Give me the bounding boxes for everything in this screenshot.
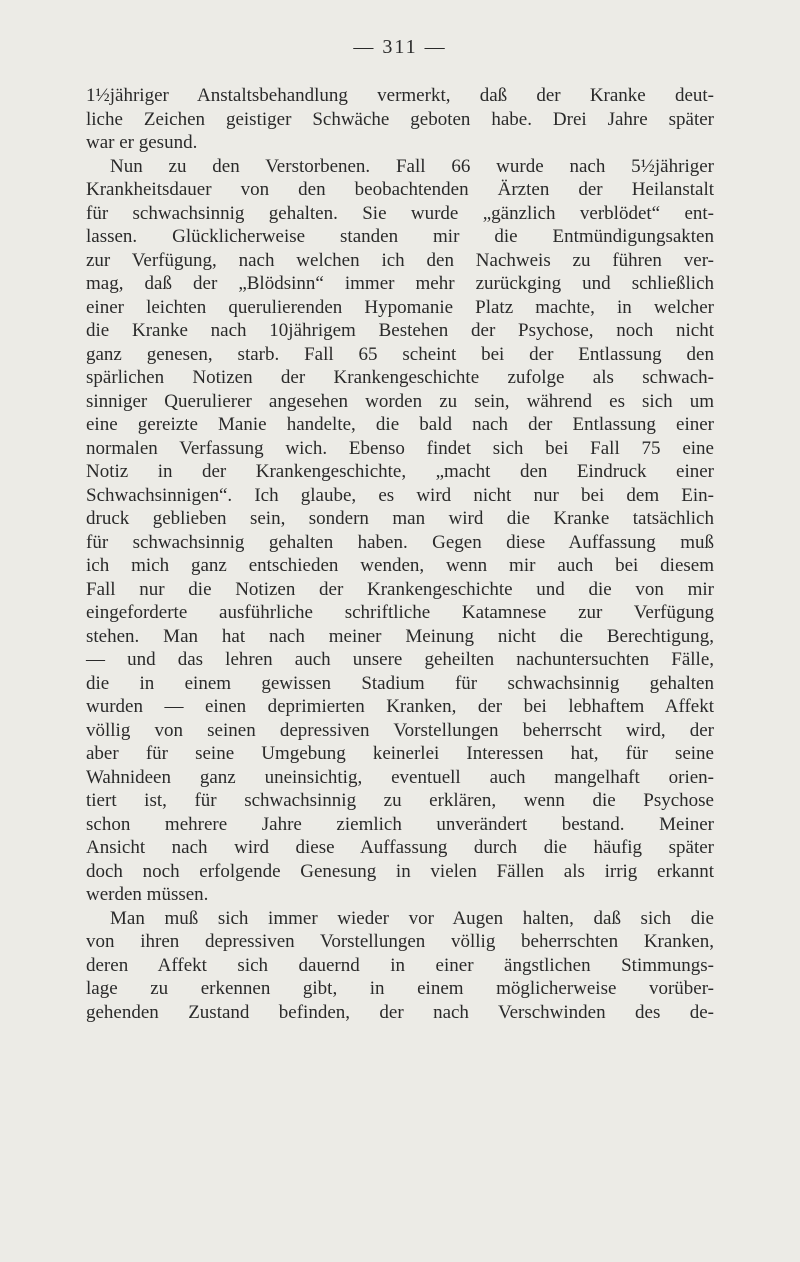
text-line: deren Affekt sich dauernd in einer ängstlichen Stimmungs-	[86, 954, 714, 976]
text-line: spärlichen Notizen der Krankengeschichte zufolge als schwach-	[86, 367, 714, 388]
text-line: völlig von seinen depressiven Vorstellungen beherrscht wird, der	[86, 719, 714, 741]
text-line: gehenden Zustand befinden, der nach Verschwinden des de-	[86, 1001, 714, 1023]
text-line: doch noch erfolgende Genesung in vielen Fällen als irrig erkannt	[86, 860, 714, 882]
text-line: für schwachsinnig gehalten. Sie wurde „gänzlich verblödet“ ent-	[86, 202, 714, 224]
text-line: Fall nur die Notizen der Krankengeschichte und die von mir	[86, 578, 714, 600]
text-line: Ansicht nach wird diese Auffassung durch die häufig später	[86, 837, 714, 858]
text-line: die in einem gewissen Stadium für schwachsinnig gehalten	[86, 672, 714, 694]
text-line: Krankheitsdauer von den beobachtenden Ärzten der Heilanstalt	[86, 179, 714, 200]
text-line: druck geblieben sein, sondern man wird die Kranke tatsächlich	[86, 508, 714, 529]
text-line: werden müssen.	[86, 884, 209, 905]
text-line: sinniger Querulierer angesehen worden zu sein, während es sich um	[86, 390, 714, 412]
text-line: war er gesund.	[86, 132, 198, 153]
text-line: liche Zeichen geistiger Schwäche geboten habe. Drei Jahre später	[86, 108, 714, 130]
text-line: tiert ist, für schwachsinnig zu erklären, wenn die Psychose	[86, 790, 714, 811]
text-line: mag, daß der „Blödsinn“ immer mehr zurückging und schließlich	[86, 273, 714, 294]
text-line: zur Verfügung, nach welchen ich den Nachweis zu führen ver-	[86, 249, 714, 271]
body-text	[86, 84, 714, 1024]
text-line: Nun zu den Verstorbenen. Fall 66 wurde nach 5½jähriger	[110, 155, 714, 177]
text-line: 1½jähriger Anstaltsbehandlung vermerkt, daß der Kranke deut-	[86, 85, 714, 106]
text-line: — und das lehren auch unsere geheilten nachuntersuchten Fälle,	[86, 649, 714, 670]
text-line: Wahnideen ganz uneinsichtig, eventuell auch mangelhaft orien-	[86, 766, 714, 788]
text-line: die Kranke nach 10jährigem Bestehen der Psychose, noch nicht	[86, 320, 714, 341]
text-line: für schwachsinnig gehalten haben. Gegen diese Auffassung muß	[86, 531, 714, 553]
text-line: Notiz in der Krankengeschichte, „macht den Eindruck einer	[86, 461, 714, 482]
text-line: einer leichten querulierenden Hypomanie Platz machte, in welcher	[86, 296, 714, 318]
text-line: ich mich ganz entschieden wenden, wenn mir auch bei diesem	[86, 555, 714, 576]
text-line: eine gereizte Manie handelte, die bald nach der Entlassung einer	[86, 414, 714, 435]
text-line: aber für seine Umgebung keinerlei Interessen hat, für seine	[86, 743, 714, 764]
text-line: lage zu erkennen gibt, in einem möglicherweise vorüber-	[86, 978, 714, 999]
text-line: wurden — einen deprimierten Kranken, der bei lebhaftem Affekt	[86, 696, 714, 717]
text-line: ganz genesen, starb. Fall 65 scheint bei der Entlassung den	[86, 343, 714, 365]
page-number: — 311 —	[353, 36, 447, 58]
text-line: von ihren depressiven Vorstellungen völlig beherrschten Kranken,	[86, 931, 714, 952]
text-line: schon mehrere Jahre ziemlich unverändert bestand. Meiner	[86, 813, 714, 835]
text-line: Schwachsinnigen“. Ich glaube, es wird nicht nur bei dem Ein-	[86, 484, 714, 506]
text-line: normalen Verfassung wich. Ebenso findet sich bei Fall 75 eine	[86, 437, 714, 459]
text-line: Man muß sich immer wieder vor Augen halten, daß sich die	[110, 907, 714, 929]
text-line: stehen. Man hat nach meiner Meinung nicht die Berechtigung,	[86, 625, 714, 647]
text-line: eingeforderte ausführliche schriftliche Katamnese zur Verfügung	[86, 602, 714, 623]
text-line: lassen. Glücklicherweise standen mir die Entmündigungsakten	[86, 226, 714, 247]
